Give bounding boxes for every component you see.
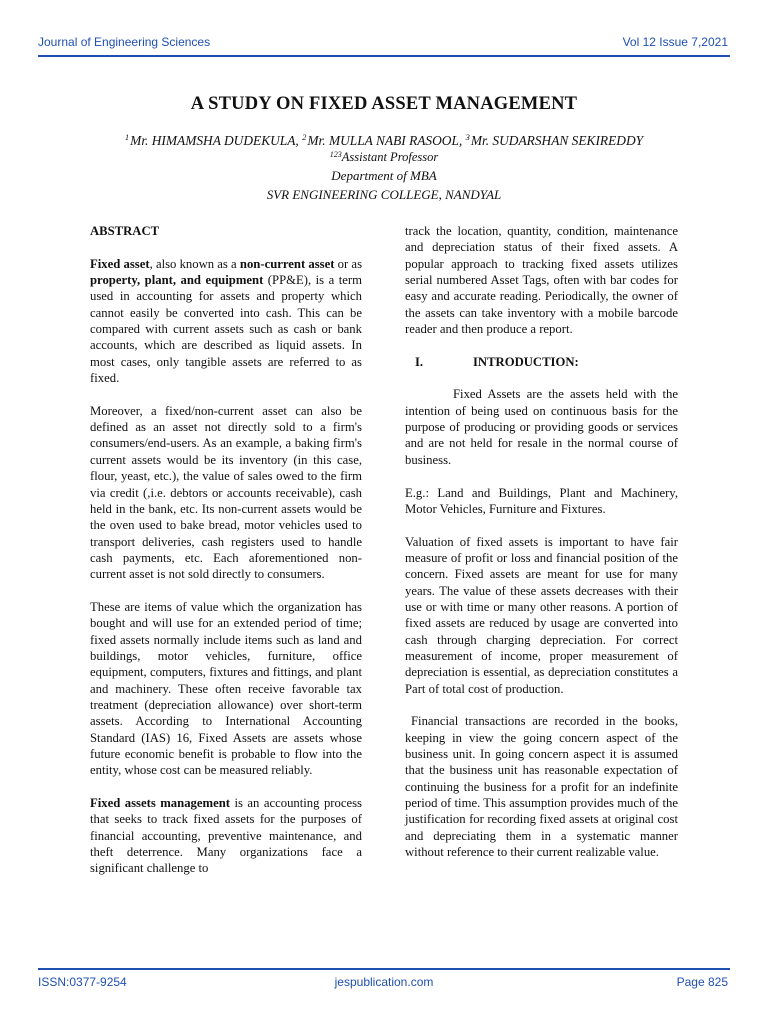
author-line (0, 132, 768, 149)
introduction-heading (405, 354, 678, 370)
term-ppe: property, plant, and equipment (90, 273, 264, 288)
author-1-name: Mr. HIMAMSHA DUDEKULA, (130, 133, 303, 148)
abstract-paragraph-2: Moreover, a fixed/non-current asset can also be defined as an asset not directly sold to a firm's consumers/end-users. As an example, a baking firm's current assets would be its inventory (in this case, flour, yeast, etc.), the value of sales owed to the firm via credit (,i.e. debtors or accounts receivable), cash held in the bank, etc. Its non-current assets would be the oven used to bake bread, motor vehicles used to transport deliveries, cash registers used to handle cash payments, etc. Each aforementioned non-current asset is not sold directly to consumers. (90, 403, 362, 582)
intro-paragraph-examples: E.g.: Land and Buildings, Plant and Machinery, Motor Vehicles, Furniture and Fixtures. (405, 485, 678, 516)
text-run: (PP&E), is a term used in accounting for assets and property which cannot easily be converted into cash. This can be compared with current assets such as cash or bank accounts, which are described as liquid assets. In most cases, only tangible assets are referred to as fixed. (90, 273, 362, 386)
department: Department of MBA (331, 168, 437, 183)
section-number: I. (415, 354, 424, 369)
intro-paragraph-valuation: Valuation of fixed assets is important to have fair measure of profit or loss and financial position of the concern. Fixed assets are meant for use for many years. The value of these assets decreases with their use or with time or many other reasons. A portion of fixed assets are reduced by usage are converted into cash through charging depreciation. For correct measurement of income, proper measurement of depreciation is essential, as depreciation constitutes a Part of total cost of production. (405, 534, 678, 696)
section-title: INTRODUCTION: (473, 354, 579, 369)
right-paragraph-1: track the location, quantity, condition, maintenance and depreciation status of their fixed assets. A popular approach to tracking fixed assets utilizes serial numbered Asset Tags, often with bar codes for easy and accurate reading. Periodically, the owner of the assets can take inventory with a mobile barcode reader and then produce a report. (405, 224, 678, 337)
journal-name: Journal of Engineering Sciences (38, 35, 211, 49)
term-non-current-asset: non-current asset (239, 256, 335, 271)
footer-rule (38, 968, 730, 970)
text-run: , also known as a (149, 256, 240, 271)
page-number: Page 825 (676, 975, 728, 989)
author-2-name: Mr. MULLA NABI RASOOL, (307, 133, 466, 148)
college: SVR ENGINEERING COLLEGE, NANDYAL (266, 187, 502, 202)
author-2-affiliation: 2 (302, 132, 307, 142)
right-column (405, 223, 678, 860)
author-role (0, 150, 768, 165)
intro-paragraph-transactions: Financial transactions are recorded in the books, keeping in view the going concern aspect of the business unit. In going concern aspect it is assumed that the business unit has reasonable expectation of continuing the business for a profit for an indefinite period of time. This assumption provides much of the justification for recording fixed assets at original cost and depreciating them in a systematic manner without reference to their current realizable value. (405, 714, 678, 860)
role-affiliation: 123 (329, 150, 342, 159)
role-text: Assistant Professor (341, 150, 439, 164)
author-3-affiliation: 3 (465, 132, 470, 142)
abstract-paragraph-3: These are items of value which the organization has bought and will use for an extended period of time; fixed assets normally include items such as land and buildings, motor vehicles, furniture, office equipment, computers, fixtures and fittings, and plant and machinery. These often receive favorable tax treatment (depreciation allowance) over short-term assets. According to International Accounting Standard (IAS) 16, Fixed Assets are assets whose future economic benefit is probable to flow into the entity, whose cost can be measured reliably. (90, 599, 362, 778)
text-run: or as (334, 256, 363, 271)
term-fixed-asset: Fixed asset (90, 256, 150, 271)
issn: ISSN:0377-9254 (38, 975, 127, 989)
intro-paragraph-1: Fixed Assets are the assets held with the intention of being used on continuous basis for the purpose of producing or providing goods or services and are not held for resale in the normal course of business. (405, 387, 678, 467)
abstract-paragraph-4 (90, 795, 362, 877)
abstract-heading: ABSTRACT (90, 224, 160, 238)
author-1-affiliation: 1 (124, 132, 130, 142)
paper-title: A STUDY ON FIXED ASSET MANAGEMENT (190, 94, 578, 114)
publisher-site: jespublication.com (334, 975, 434, 989)
author-3-name: Mr. SUDARSHAN SEKIREDDY (470, 133, 644, 148)
left-column (90, 223, 362, 877)
header-rule (38, 55, 730, 57)
abstract-paragraph-1 (90, 256, 362, 387)
volume-issue: Vol 12 Issue 7,2021 (622, 35, 728, 49)
text-run: is an accounting process that seeks to track fixed assets for the purposes of financial accounting, preventive maintenance, and theft deterrence. Many organizations face a significant challenge to (90, 796, 362, 876)
term-fixed-assets-management: Fixed assets management (90, 796, 231, 811)
